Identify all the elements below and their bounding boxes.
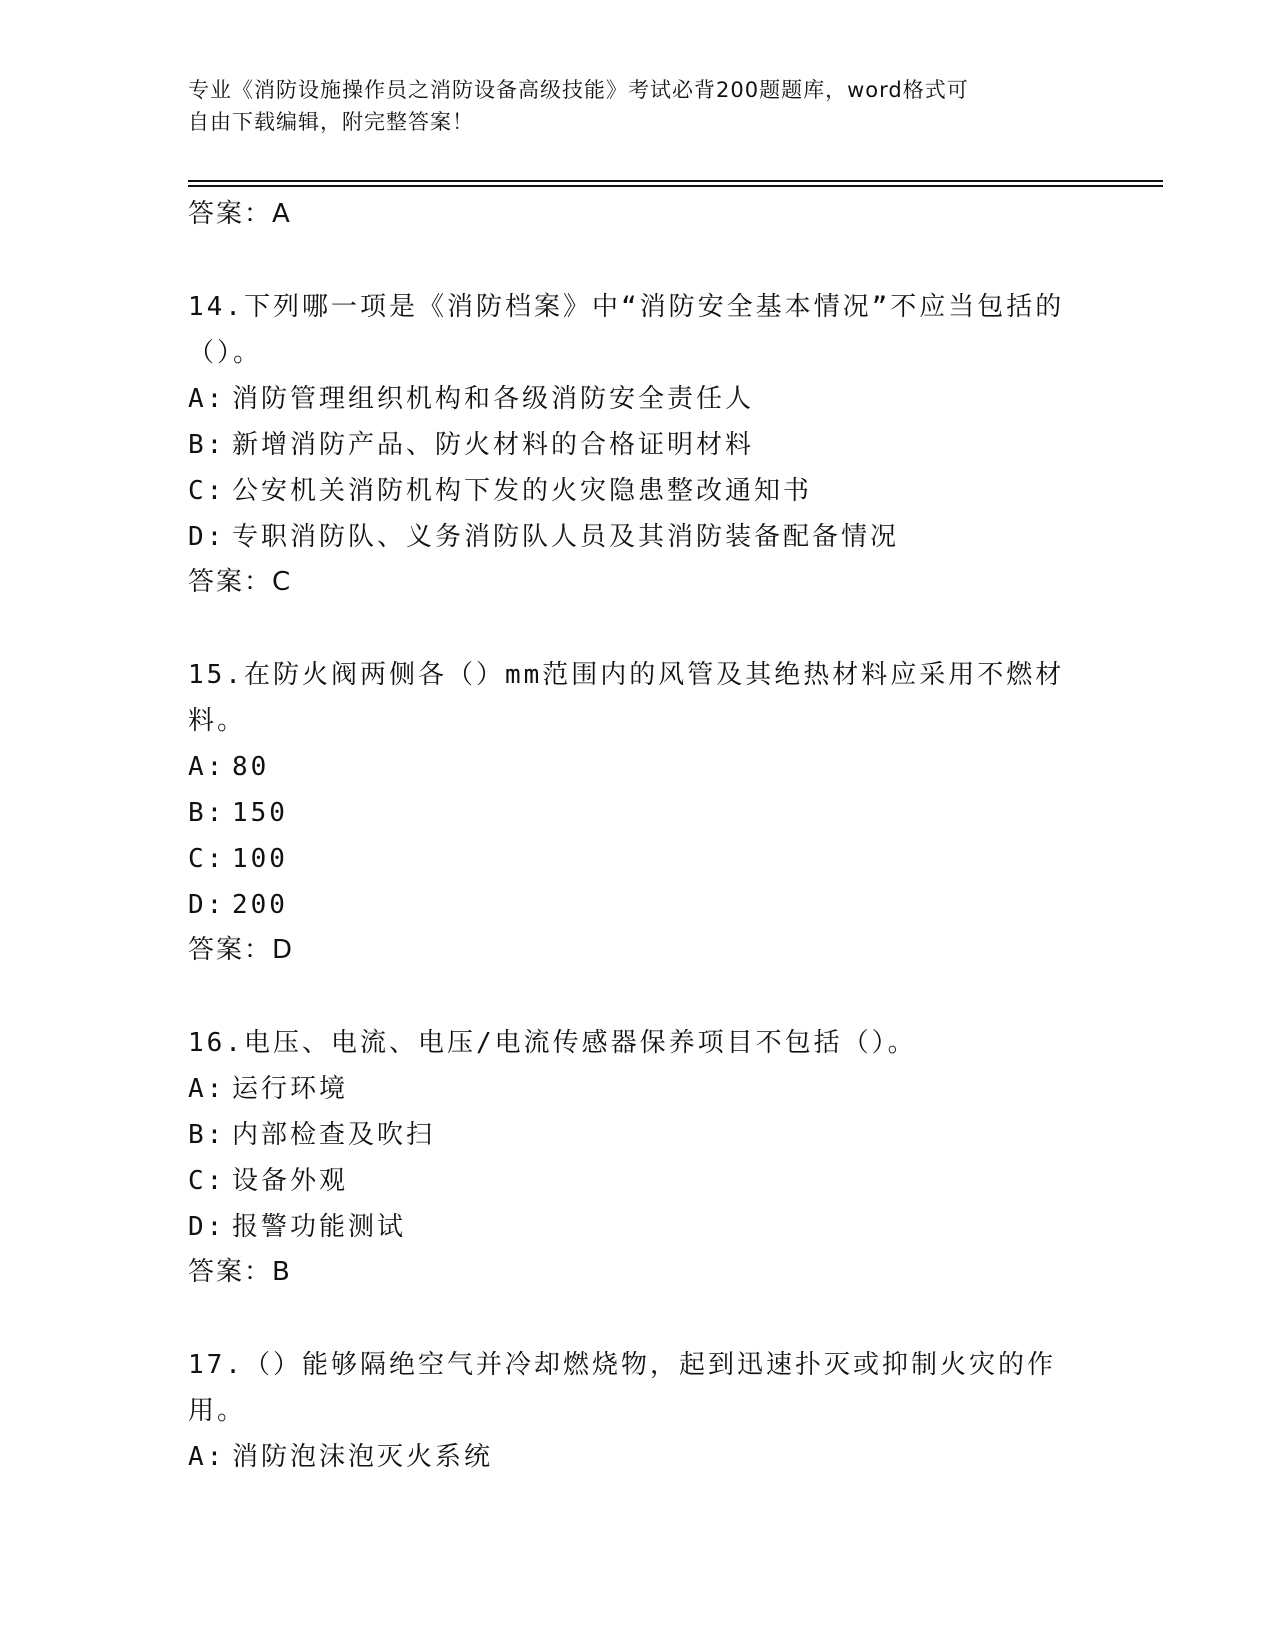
option-letter: D:: [188, 1212, 226, 1242]
answer-line: 答案：D: [188, 935, 295, 965]
option-letter: B:: [188, 430, 226, 460]
option-c: [188, 468, 1088, 514]
option-c: [188, 836, 1088, 882]
option-b: [188, 790, 1088, 836]
option-letter: C:: [188, 844, 226, 874]
option-b: [188, 1112, 1088, 1158]
option-letter: C:: [188, 1166, 226, 1196]
option-letter: D:: [188, 522, 226, 552]
question-14: [188, 284, 1088, 604]
question-16: [188, 1020, 1088, 1294]
option-text: 设备外观: [232, 1166, 349, 1196]
answer-line: 答案：C: [188, 567, 293, 597]
option-d: [188, 882, 1088, 928]
option-letter: B:: [188, 1120, 226, 1150]
question-stem: 16.电压、电流、电压/电流传感器保养项目不包括（）。: [188, 1028, 917, 1058]
document-header: 专业《消防设施操作员之消防设备高级技能》考试必背200题题库，word格式可 自由下载编辑，附完整答案！: [188, 78, 969, 134]
option-d: [188, 514, 1088, 560]
option-letter: A:: [188, 752, 226, 782]
option-d: [188, 1204, 1088, 1250]
answer-line: 答案：B: [188, 1257, 292, 1287]
answer-line: 答案：A: [188, 199, 292, 229]
option-letter: A:: [188, 1074, 226, 1104]
option-text: 消防泡沫泡灭火系统: [232, 1442, 494, 1472]
option-a: [188, 744, 1088, 790]
option-text: 报警功能测试: [232, 1212, 407, 1242]
option-letter: D:: [188, 890, 226, 920]
option-letter: C:: [188, 476, 226, 506]
question-17: [188, 1342, 1088, 1480]
option-text: 80: [232, 752, 270, 782]
option-a: [188, 1066, 1088, 1112]
question-stem: 15.在防火阀两侧各（）mm范围内的风管及其绝热材料应采用不燃材料。: [188, 660, 1065, 736]
option-a: [188, 376, 1088, 422]
option-text: 公安机关消防机构下发的火灾隐患整改通知书: [232, 476, 813, 506]
option-text: 150: [232, 798, 288, 828]
header-divider-bottom: [188, 185, 1163, 187]
header-divider-top: [188, 180, 1163, 182]
option-text: 运行环境: [232, 1074, 349, 1104]
option-a: [188, 1434, 1088, 1480]
option-text: 新增消防产品、防火材料的合格证明材料: [232, 430, 755, 460]
option-letter: A:: [188, 1442, 226, 1472]
option-text: 200: [232, 890, 288, 920]
question-list: [188, 192, 1088, 1480]
option-c: [188, 1158, 1088, 1204]
question-stem: 14.下列哪一项是《消防档案》中“消防安全基本情况”不应当包括的（）。: [188, 292, 1065, 368]
option-text: 内部检查及吹扫: [232, 1120, 436, 1150]
option-text: 100: [232, 844, 288, 874]
option-letter: B:: [188, 798, 226, 828]
option-b: [188, 422, 1088, 468]
question-15: [188, 652, 1088, 972]
question-stem: 17.（）能够隔绝空气并冷却燃烧物，起到迅速扑灭或抑制火灾的作用。: [188, 1350, 1056, 1426]
option-text: 消防管理组织机构和各级消防安全责任人: [232, 384, 755, 414]
option-letter: A:: [188, 384, 226, 414]
option-text: 专职消防队、义务消防队人员及其消防装备配备情况: [232, 522, 900, 552]
